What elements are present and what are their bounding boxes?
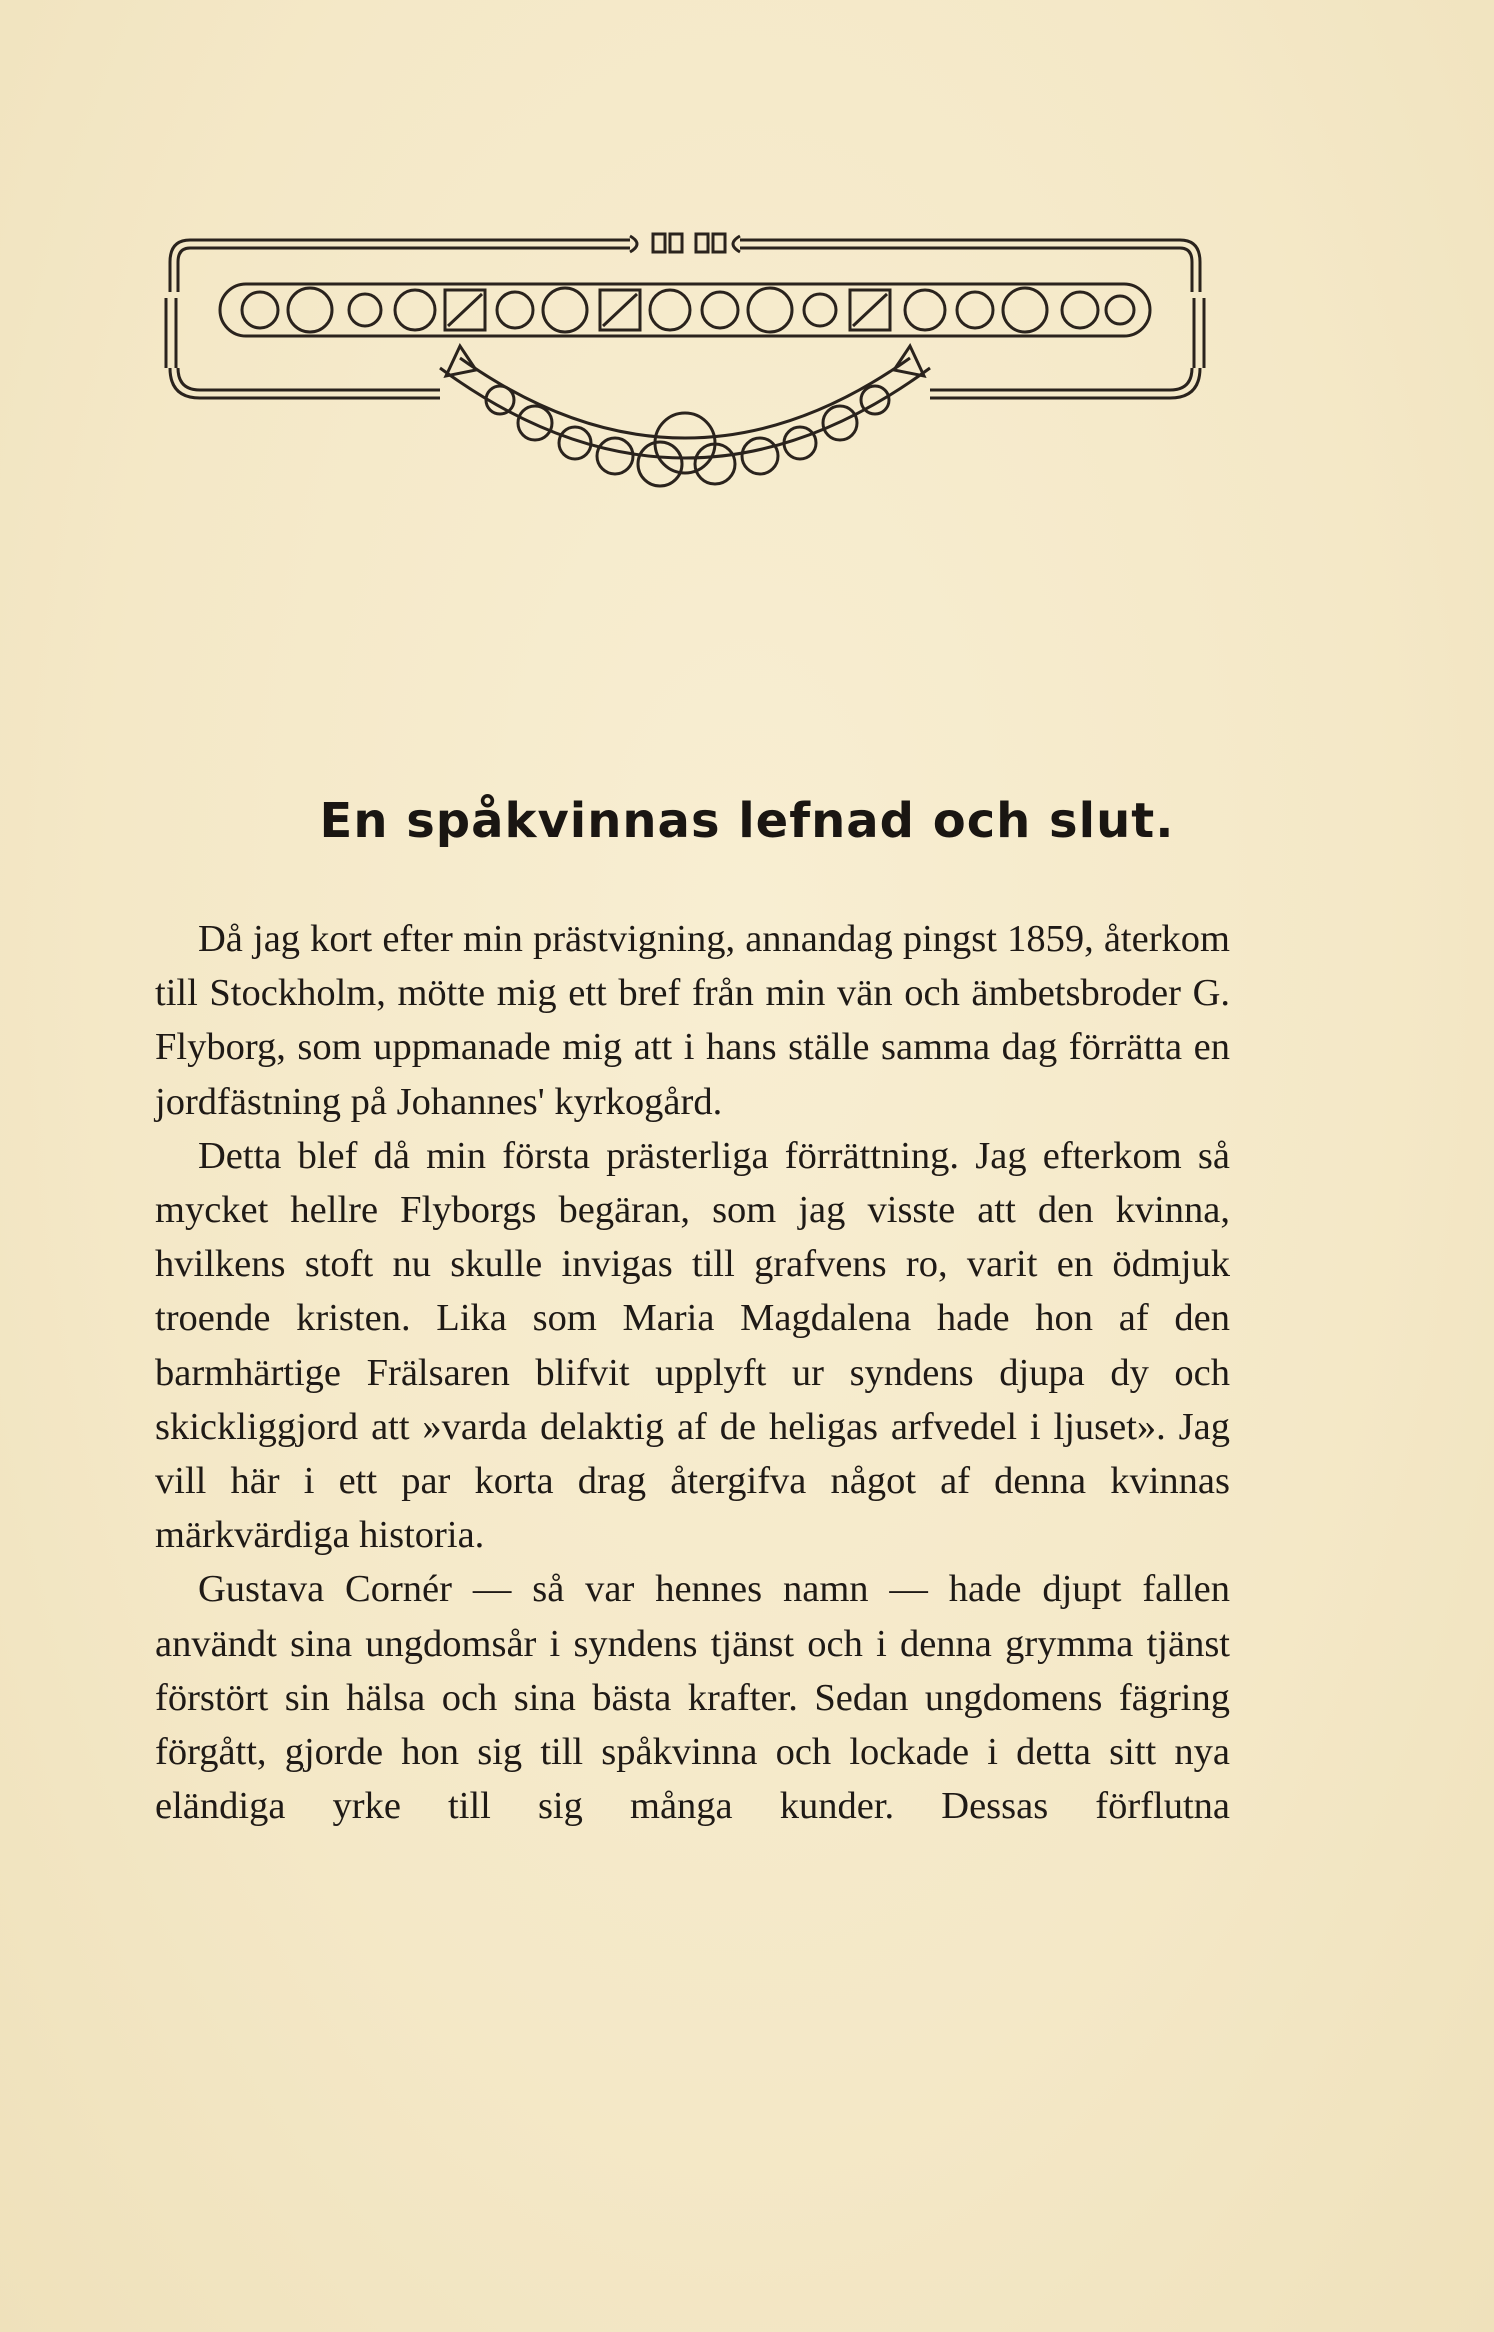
floral-garland-ornament-icon	[160, 228, 1215, 488]
paragraph-3: Gustava Cornér — så var hennes namn — hade djupt fallen användt sina ungdomsår i syndens tjänst och i denna grymma tjänst förstört sin hälsa och sina bästa krafter. Sedan ungdomens fägring förgått, gjorde hon sig till spåkvinna och lockade i detta sitt nya eländiga yrke till sig många kunder. Dessas förflutna	[155, 1568, 1230, 1828]
chapter-title: En spåkvinnas lefnad och slut.	[319, 793, 1175, 849]
paragraph-2: Detta blef då min första prästerliga förrättning. Jag efterkom så mycket hellre Flyborgs begäran, som jag visste att den kvinna, hvilkens stoft nu skulle invigas till grafvens ro, varit en ödmjuk troende kristen. Lika som Maria Magdalena hade hon af den barmhärtige Frälsaren blifvit upplyft ur syndens djupa dy och skickliggjord att »varda delaktig af de heligas arfvedel i ljuset». Jag vill här i ett par korta drag återgifva något af denna kvinnas märkvärdiga historia.	[155, 1134, 1230, 1557]
body-text	[155, 912, 1230, 1833]
paragraph-1: Då jag kort efter min prästvigning, annandag pingst 1859, återkom till Stockholm, mötte mig ett bref från min vän och ämbetsbroder G. Flyborg, som uppmanade mig att i hans ställe samma dag förrätta en jordfästning på Johannes' kyrkogård.	[155, 918, 1230, 1123]
